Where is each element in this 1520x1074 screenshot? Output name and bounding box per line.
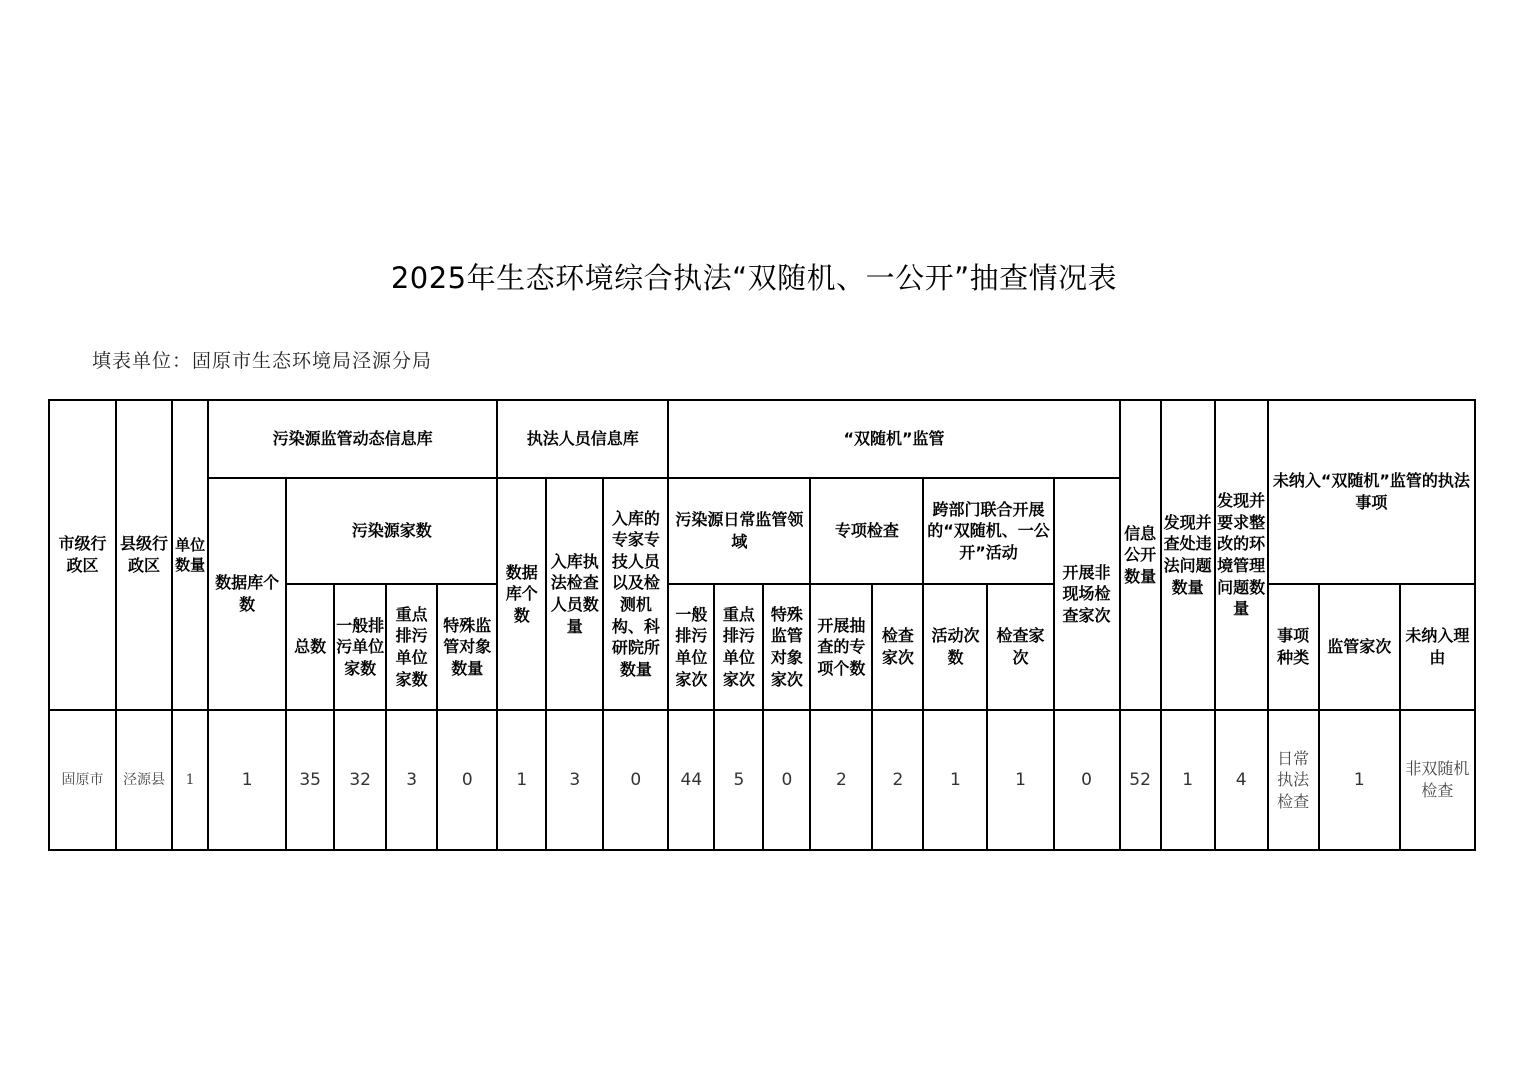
header-item-type: 事项种类 [1268, 584, 1319, 710]
header-dual-random: “双随机”监管 [668, 400, 1119, 478]
header-special: 特殊监管对象数量 [437, 584, 497, 710]
header-offsite: 开展非现场检查家次 [1054, 478, 1120, 710]
cell-county: 泾源县 [116, 710, 172, 850]
page-title: 2025年生态环境综合执法“双随机、一公开”抽查情况表 [390, 261, 1118, 295]
header-violations: 发现并查处违法问题数量 [1161, 400, 1215, 710]
header-cross-visits: 检查家次 [987, 584, 1053, 710]
cell-publicity: 52 [1120, 710, 1161, 850]
header-excluded: 未纳入“双随机”监管的执法事项 [1268, 400, 1475, 584]
header-key: 重点排污单位家数 [386, 584, 437, 710]
cell-special-visits: 2 [872, 710, 923, 850]
cell-cross-visits: 1 [987, 710, 1053, 850]
filler-unit: 填表单位：固原市生态环境局泾源分局 [92, 350, 433, 372]
cell-supervised: 1 [1319, 710, 1400, 850]
header-daily: 污染源日常监管领域 [668, 478, 810, 584]
cell-staff-db-count: 1 [497, 710, 546, 850]
table-row [49, 710, 1475, 850]
cell-general: 32 [334, 710, 386, 850]
header-db-count: 数据库个数 [208, 478, 286, 710]
cell-rectify: 4 [1215, 710, 1268, 850]
header-publicity: 信息公开数量 [1120, 400, 1161, 710]
header-special-visits: 检查家次 [872, 584, 923, 710]
header-reason: 未纳入理由 [1400, 584, 1475, 710]
cell-key: 3 [386, 710, 437, 850]
header-unit-count: 单位数量 [172, 400, 208, 710]
header-pollution-db: 污染源监管动态信息库 [208, 400, 497, 478]
header-cross-dept: 跨部门联合开展的“双随机、一公开”活动 [923, 478, 1053, 584]
cell-special-items: 2 [810, 710, 872, 850]
cell-item-type: 日常执法检查 [1268, 710, 1319, 850]
header-experts: 入库的专家专技人员以及检测机构、科研院所数量 [603, 478, 668, 710]
header-total: 总数 [286, 584, 334, 710]
header-daily-special: 特殊监管对象家次 [763, 584, 810, 710]
header-source-count: 污染源家数 [286, 478, 497, 584]
header-special-check: 专项检查 [810, 478, 923, 584]
header-city: 市级行政区 [49, 400, 116, 710]
cell-experts: 0 [603, 710, 668, 850]
header-staff-count: 入库执法检查人员数量 [546, 478, 603, 710]
header-county: 县级行政区 [116, 400, 172, 710]
header-daily-general: 一般排污单位家次 [668, 584, 714, 710]
header-staff-db-count: 数据库个数 [497, 478, 546, 710]
inspection-table [48, 399, 1476, 851]
cell-daily-key: 5 [714, 710, 763, 850]
cell-special: 0 [437, 710, 497, 850]
header-staff-db: 执法人员信息库 [497, 400, 668, 478]
cell-staff-count: 3 [546, 710, 603, 850]
cell-offsite: 0 [1054, 710, 1120, 850]
header-special-items: 开展抽查的专项个数 [810, 584, 872, 710]
header-general: 一般排污单位家数 [334, 584, 386, 710]
header-supervised: 监管家次 [1319, 584, 1400, 710]
cell-reason: 非双随机检查 [1400, 710, 1475, 850]
cell-daily-general: 44 [668, 710, 714, 850]
cell-daily-special: 0 [763, 710, 810, 850]
cell-unit-count: 1 [172, 710, 208, 850]
cell-db-count: 1 [208, 710, 286, 850]
header-daily-key: 重点排污单位家次 [714, 584, 763, 710]
cell-violations: 1 [1161, 710, 1215, 850]
cell-city: 固原市 [49, 710, 116, 850]
cell-activities: 1 [923, 710, 987, 850]
cell-total: 35 [286, 710, 334, 850]
header-rectify: 发现并要求整改的环境管理问题数量 [1215, 400, 1268, 710]
header-activities: 活动次数 [923, 584, 987, 710]
